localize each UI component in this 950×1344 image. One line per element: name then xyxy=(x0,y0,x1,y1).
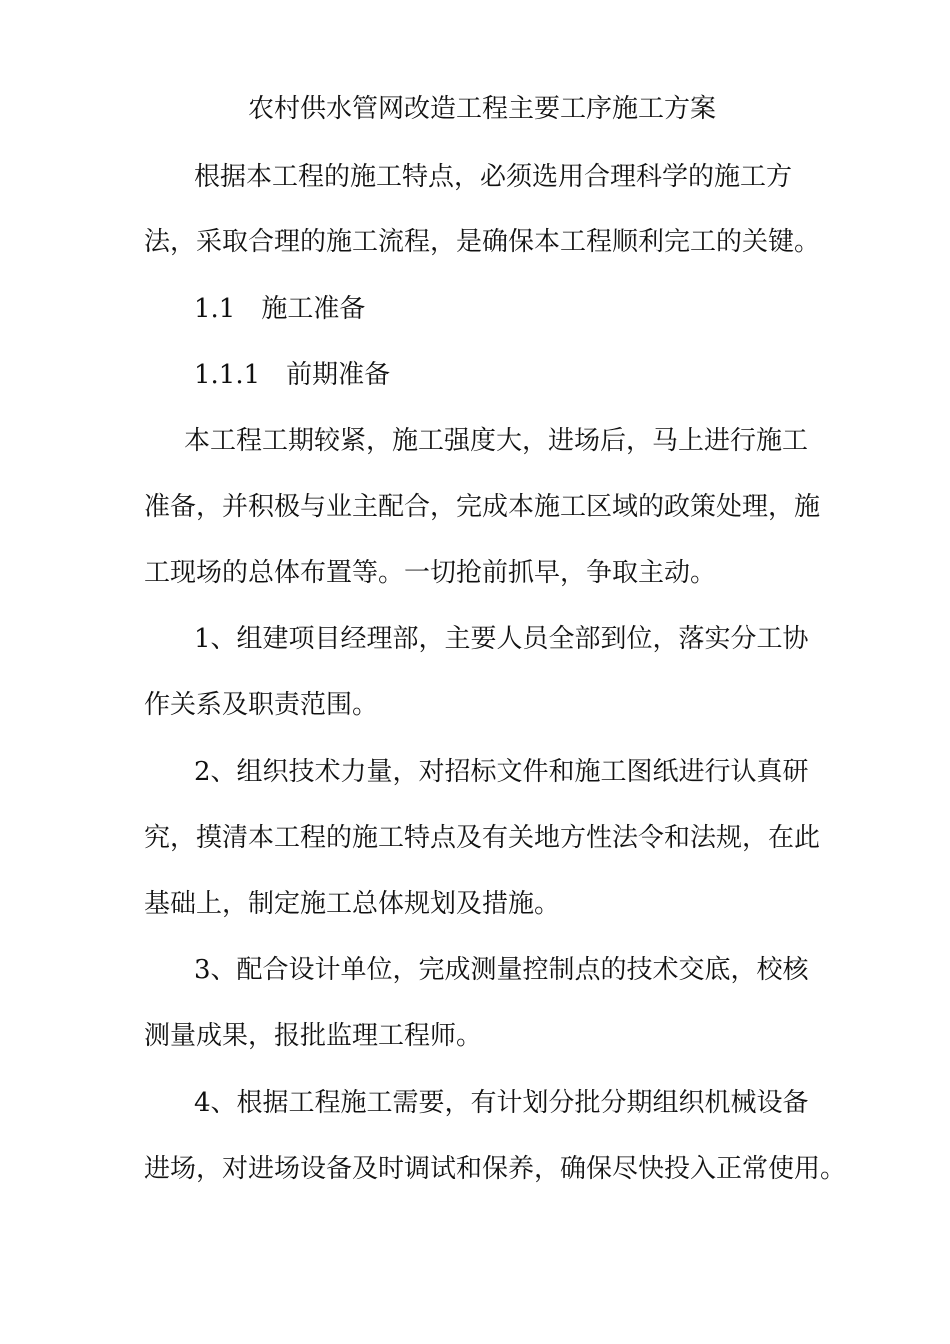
document-title: 农村供水管网改造工程主要工序施工方案 xyxy=(248,94,717,124)
section-heading: 1.1 施工准备 xyxy=(194,294,366,324)
list-item-line: 作关系及职责范围。 xyxy=(144,690,379,720)
body-line: 本工程工期较紧，施工强度大，进场后，马上进行施工 xyxy=(184,426,809,456)
body-line: 准备，并积极与业主配合，完成本施工区域的政策处理，施 xyxy=(144,492,821,522)
subsection-heading: 1.1.1 前期准备 xyxy=(194,360,391,390)
list-item-line: 3、配合设计单位，完成测量控制点的技术交底，校核 xyxy=(194,955,809,985)
list-item-line: 测量成果，报批监理工程师。 xyxy=(144,1021,483,1051)
body-line: 法，采取合理的施工流程，是确保本工程顺利完工的关键。 xyxy=(144,227,821,257)
list-item-line: 1、组建项目经理部，主要人员全部到位，落实分工协 xyxy=(194,624,809,654)
body-line: 根据本工程的施工特点，必须选用合理科学的施工方 xyxy=(194,162,793,192)
list-item-line: 基础上，制定施工总体规划及措施。 xyxy=(144,889,561,919)
list-item-line: 进场，对进场设备及时调试和保养，确保尽快投入正常使用。 xyxy=(144,1154,847,1184)
list-item-line: 2、组织技术力量，对招标文件和施工图纸进行认真研 xyxy=(194,757,809,787)
list-item-line: 究，摸清本工程的施工特点及有关地方性法令和法规，在此 xyxy=(144,823,821,853)
body-line: 工现场的总体布置等。一切抢前抓早，争取主动。 xyxy=(144,558,717,588)
list-item-line: 4、根据工程施工需要，有计划分批分期组织机械设备 xyxy=(194,1088,809,1118)
